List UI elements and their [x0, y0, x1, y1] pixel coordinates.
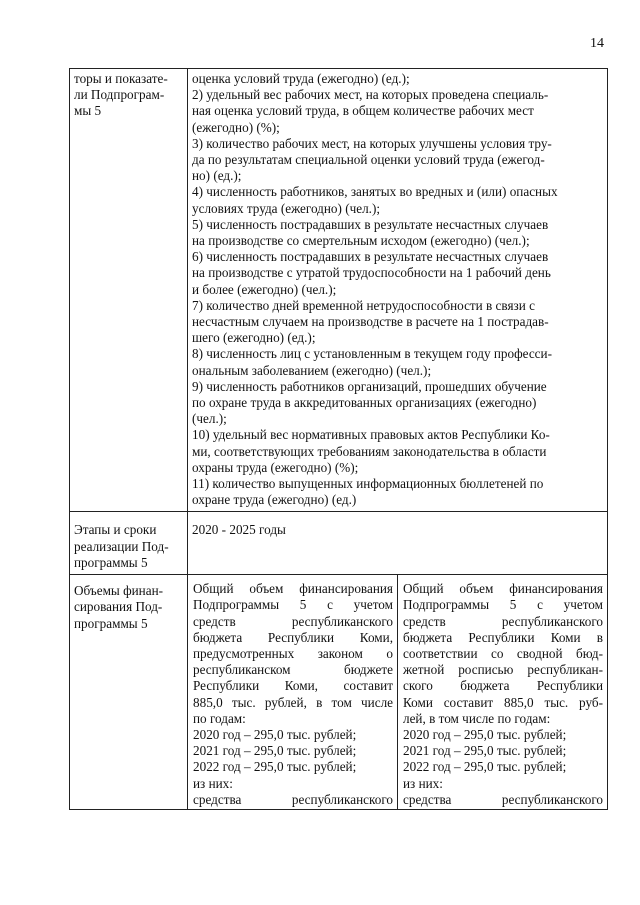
indicator-line: 2) удельный вес рабочих мест, на которых проведена специаль- [192, 87, 549, 103]
page-number: 14 [590, 36, 604, 51]
indicator-line: но) (ед.); [192, 168, 242, 184]
financing-line: Республики Коми, составит [193, 678, 393, 694]
label-line: программы 5 [74, 554, 148, 570]
indicators-label [70, 69, 188, 512]
label-line: ли Подпрограм- [74, 87, 165, 103]
label-line: Этапы и сроки [74, 522, 157, 538]
indicator-line: 6) численность пострадавших в результате несчастных случаев [192, 249, 549, 265]
subprogram-passport-table [69, 68, 608, 810]
indicator-line: условиях труда (ежегодно) (чел.); [192, 200, 381, 216]
financing-line: Общий объем финансирования [193, 581, 393, 597]
indicator-line: ная оценка условий труда, в общем количестве рабочих мест [192, 103, 534, 119]
financing-label [70, 575, 188, 810]
indicator-line: на производстве со смертельным исходом (ежегодно) (чел.); [192, 233, 530, 249]
financing-law-column [188, 575, 398, 809]
label-line: реализации Под- [74, 538, 169, 554]
financing-line: жетной росписью республикан- [403, 662, 603, 678]
financing-line: Коми составит 885,0 тыс. руб- [403, 694, 603, 710]
indicator-line: 5) численность пострадавших в результате несчастных случаев [192, 216, 549, 232]
indicator-line: ми, соответствующих требованиям законодательства в области [192, 443, 547, 459]
indicator-line: (чел.); [192, 411, 227, 427]
indicators-content [188, 69, 608, 512]
indicator-line: охраны труда (ежегодно) (%); [192, 459, 359, 475]
stages-period: 2020 - 2025 годы [192, 522, 286, 538]
financing-line: средства республиканского [193, 791, 393, 807]
indicator-line: 9) численность работников организаций, прошедших обучение [192, 378, 547, 394]
financing-comparison [188, 575, 607, 809]
financing-line: предусмотренных законом о [193, 645, 393, 661]
label-line: Объемы финан- [74, 583, 164, 599]
stages-row [70, 512, 608, 575]
label-line: программы 5 [74, 615, 148, 631]
indicator-line: охране труда (ежегодно) (ед.) [192, 492, 357, 508]
financing-line: 2022 год – 295,0 тыс. рублей; [193, 759, 357, 775]
indicator-line: 11) количество выпущенных информационных бюллетеней по [192, 476, 544, 492]
financing-line: бюджета Республики Коми, [193, 629, 393, 645]
financing-line: Общий объем финансирования [403, 581, 603, 597]
label-line: мы 5 [74, 103, 102, 119]
financing-line: лей, в том числе по годам: [403, 710, 551, 726]
financing-line: из них: [193, 775, 233, 791]
financing-line: средств республиканского [193, 613, 393, 629]
indicator-line: (ежегодно) (%); [192, 119, 280, 135]
financing-line: ского бюджета Республики [403, 678, 603, 694]
financing-line: по годам: [193, 710, 246, 726]
financing-line: 2022 год – 295,0 тыс. рублей; [403, 759, 567, 775]
indicators-row [70, 69, 608, 512]
financing-content [188, 575, 608, 810]
financing-row [70, 575, 608, 810]
label-line: торы и показате- [74, 71, 168, 86]
financing-line: Подпрограммы 5 с учетом [193, 597, 393, 613]
indicator-line: шего (ежегодно) (ед.); [192, 330, 316, 346]
financing-line: Подпрограммы 5 с учетом [403, 597, 603, 613]
financing-line: бюджета Республики Коми в [403, 629, 603, 645]
indicator-line: 3) количество рабочих мест, на которых улучшены условия тру- [192, 135, 552, 151]
indicator-line: несчастным случаем на производстве в расчете на 1 пострадав- [192, 314, 549, 330]
indicator-line: ональным заболеванием (ежегодно) (чел.); [192, 362, 432, 378]
indicator-line: оценка условий труда (ежегодно) (ед.); [192, 71, 410, 86]
indicator-line: 8) численность лиц с установленным в текущем году професси- [192, 346, 552, 362]
indicator-line: на производстве с утратой трудоспособности на 1 рабочий день [192, 265, 551, 281]
financing-line: 2021 год – 295,0 тыс. рублей; [193, 743, 357, 759]
financing-line: соответствии со сводной бюд- [403, 645, 603, 661]
stages-label [70, 512, 188, 575]
financing-line: 2020 год – 295,0 тыс. рублей; [193, 726, 357, 742]
financing-line: средства республиканского [403, 791, 603, 807]
indicator-line: 10) удельный вес нормативных правовых актов Республики Ко- [192, 427, 550, 443]
indicator-line: и более (ежегодно) (чел.); [192, 281, 337, 297]
label-line: сирования Под- [74, 599, 163, 615]
financing-budget-column [398, 575, 608, 809]
financing-line: 2021 год – 295,0 тыс. рублей; [403, 743, 567, 759]
financing-line: из них: [403, 775, 443, 791]
financing-line: 885,0 тыс. рублей, в том числе [193, 694, 393, 710]
indicator-line: 4) численность работников, занятых во вредных и (или) опасных [192, 184, 558, 200]
financing-line: республиканском бюджете [193, 662, 393, 678]
indicator-line: 7) количество дней временной нетрудоспособности в связи с [192, 297, 535, 313]
financing-line: средств республиканского [403, 613, 603, 629]
indicator-line: по охране труда в аккредитованных организациях (ежегодно) [192, 395, 537, 411]
financing-line: 2020 год – 295,0 тыс. рублей; [403, 726, 567, 742]
stages-content [188, 512, 608, 575]
indicator-line: да по результатам специальной оценки условий труда (ежегод- [192, 152, 545, 168]
